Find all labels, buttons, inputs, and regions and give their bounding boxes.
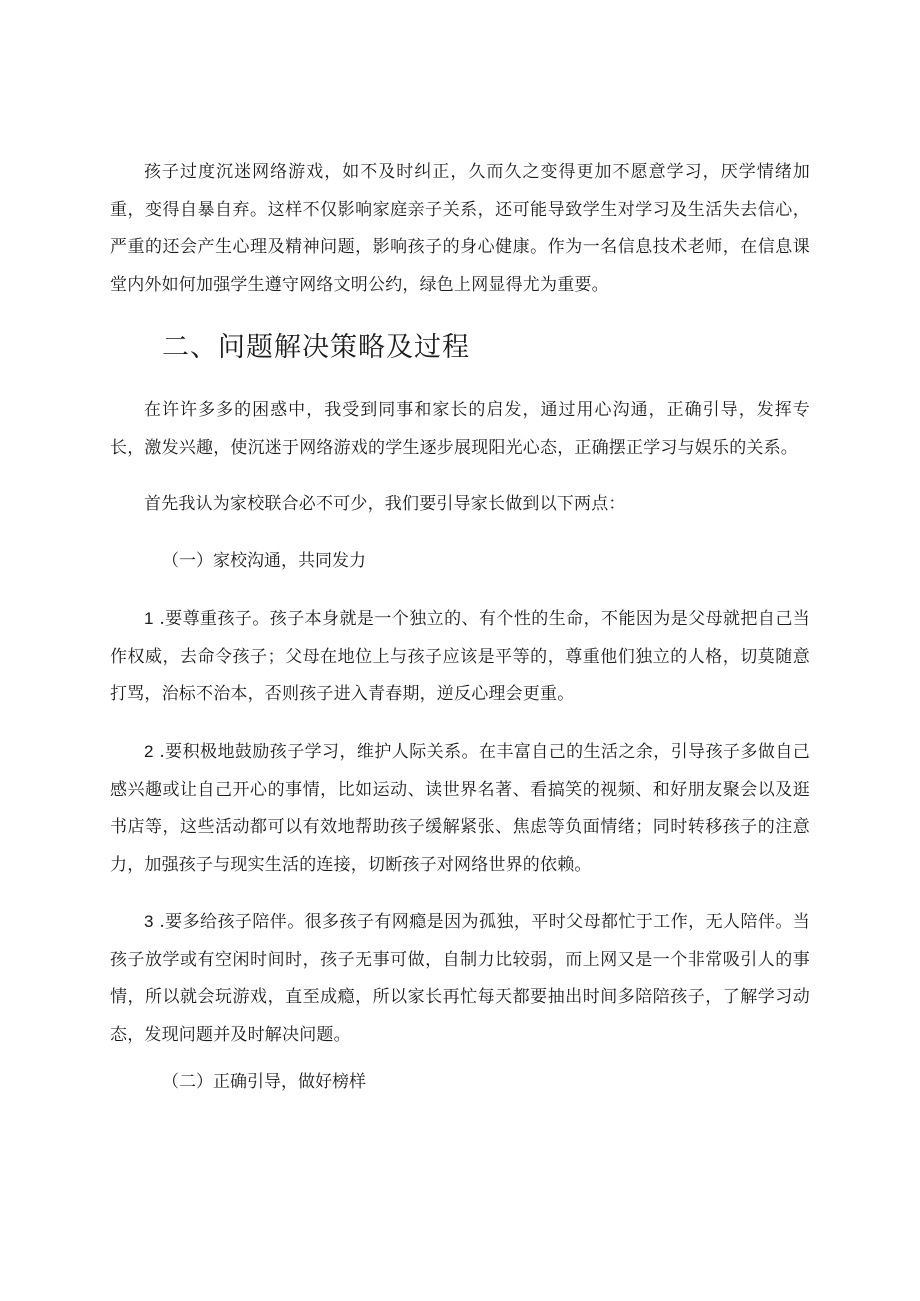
list-item-text: .要尊重孩子。孩子本身就是一个独立的、有个性的生命，不能因为是父母就把自己当作权威，去命令孩子；父母在地位上与孩子应该是平等的，尊重他们独立的人格，切莫随意打骂，治标不治本，否则孩子进入青春期，逆反心理会更重。: [110, 609, 810, 704]
list-item-respect: [110, 600, 810, 714]
list-item-companionship: [110, 903, 810, 1054]
paragraph-intro: 孩子过度沉迷网络游戏，如不及时纠正，久而久之变得更加不愿意学习，厌学情绪加重，变得自暴自弃。这样不仅影响家庭亲子关系，还可能导致学生对学习及生活失去信心，严重的还会产生心理及精神问题，影响孩子的身心健康。作为一名信息技术老师，在信息课堂内外如何加强学生遵守网络文明公约，绿色上网显得尤为重要。: [110, 162, 810, 295]
subheading-communication: （一）家校沟通，共同发力: [162, 551, 366, 571]
list-item-number: 1: [144, 609, 154, 628]
list-item-text: .要积极地鼓励孩子学习，维护人际关系。在丰富自己的生活之余，引导孩子多做自己感兴趣或让自己开心的事情，比如运动、读世界名著、看搞笑的视频、和好朋友聚会以及逛书店等，这些活动都可以有效地帮助孩子缓解紧张、焦虑等负面情绪；同时转移孩子的注意力，加强孩子与现实生活的连接，切断孩子对网络世界的依赖。: [110, 742, 810, 875]
subheading-guidance: （二）正确引导，做好榜样: [162, 1072, 366, 1092]
list-item-text: .要多给孩子陪伴。很多孩子有网瘾是因为孤独，平时父母都忙于工作，无人陪伴。当孩子放学或有空闲时间时，孩子无事可做，自制力比较弱，而上网又是一个非常吸引人的事情，所以就会玩游戏，直至成瘾，所以家长再忙每天都要抽出时间多陪陪孩子，了解学习动态，发现问题并及时解决问题。: [110, 912, 810, 1045]
list-item-encourage: [110, 733, 810, 884]
section-heading: 二、问题解决策略及过程: [162, 332, 470, 363]
paragraph-home-school: 首先我认为家校联合必不可少，我们要引导家长做到以下两点：: [144, 494, 626, 514]
paragraph-inspiration: 在许许多多的困惑中，我受到同事和家长的启发，通过用心沟通，正确引导，发挥专长，激发兴趣，使沉迷于网络游戏的学生逐步展现阳光心态，正确摆正学习与娱乐的关系。: [110, 400, 810, 458]
list-item-number: 2: [144, 742, 154, 761]
list-item-number: 3: [144, 912, 154, 931]
